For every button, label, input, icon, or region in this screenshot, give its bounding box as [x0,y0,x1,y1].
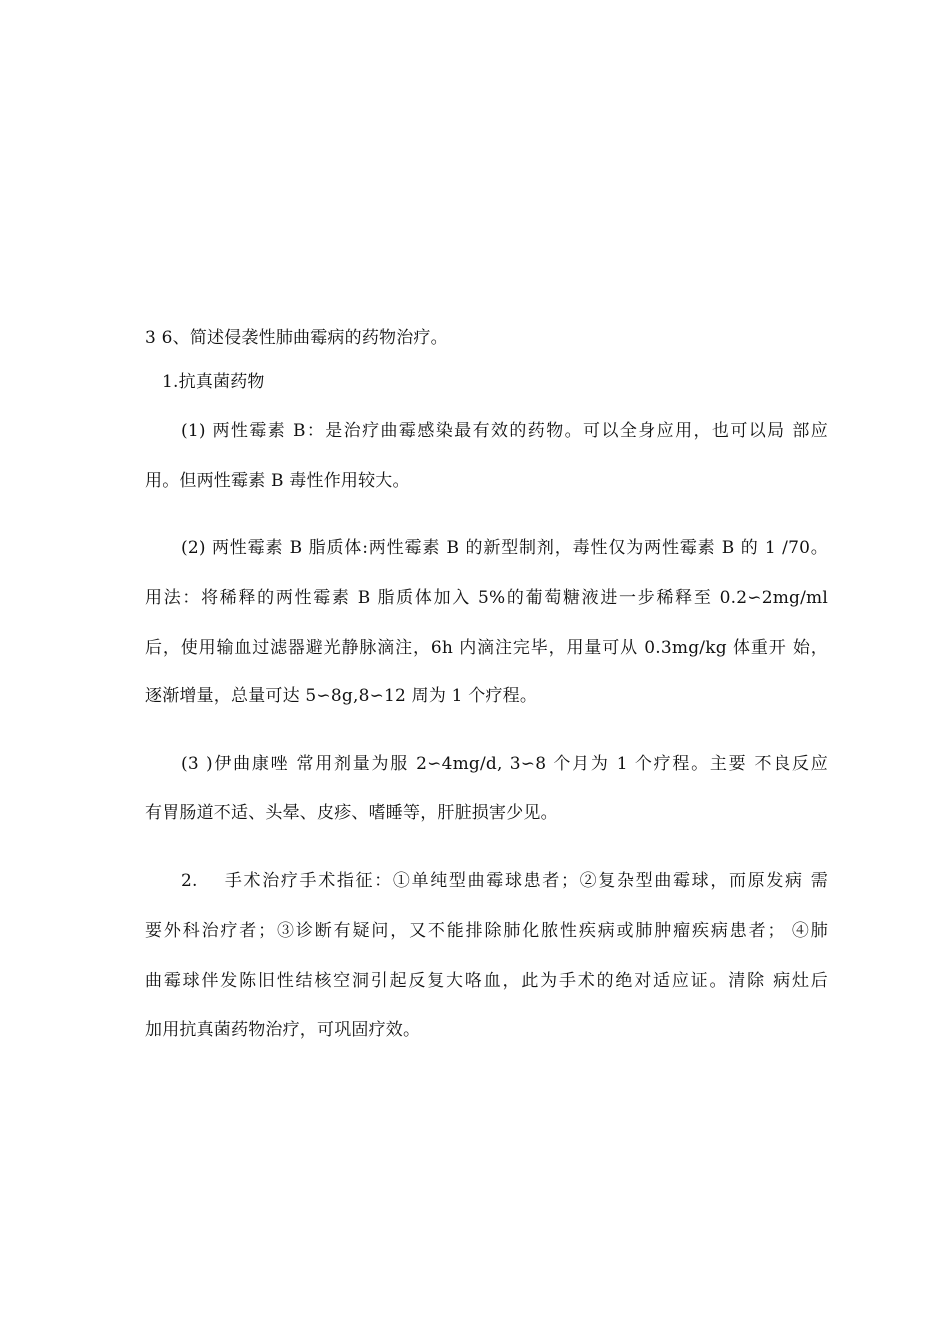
paragraph-amphotericin-b-line-1: (1) 两性霉素 B：是治疗曲霉感染最有效的药物。可以全身应用，也可以局 部应 [181,421,828,441]
paragraph-liposome-line-2: 用法：将稀释的两性霉素 B 脂质体加入 5%的葡萄糖液进一步稀释至 0.2∽2mg/ml [145,588,828,608]
paragraph-itraconazole-line-2: 有胃肠道不适、头晕、皮疹、嗜睡等，肝脏损害少见。 [145,803,558,823]
paragraph-surgery-line-3: 曲霉球伴发陈旧性结核空洞引起反复大咯血，此为手术的绝对适应证。清除 病灶后 [145,971,828,991]
section-heading-antifungal: 1.抗真菌药物 [162,372,265,392]
question-title: 3 6、简述侵袭性肺曲霉病的药物治疗。 [145,328,448,348]
paragraph-surgery-line-4: 加用抗真菌药物治疗，可巩固疗效。 [145,1020,421,1040]
paragraph-liposome-line-3: 后，使用输血过滤器避光静脉滴注，6h 内滴注完毕，用量可从 0.3mg/kg 体重开 始， [145,638,828,658]
paragraph-surgery-line-1: 2. 手术治疗手术指征：①单纯型曲霉球患者；②复杂型曲霉球，而原发病 需 [181,871,828,891]
paragraph-surgery-line-2: 要外科治疗者；③诊断有疑问，又不能排除肺化脓性疾病或肺肿瘤疾病患者； ④肺 [145,921,828,941]
paragraph-liposome-line-4: 逐渐增量，总量可达 5∽8g,8∽12 周为 1 个疗程。 [145,686,538,706]
paragraph-itraconazole-line-1: (3 )伊曲康唑 常用剂量为服 2∽4mg/d, 3∽8 个月为 1 个疗程。主要 不良反应 [181,754,828,774]
paragraph-liposome-line-1: (2) 两性霉素 B 脂质体:两性霉素 B 的新型制剂，毒性仅为两性霉素 B 的 1 /70。 [181,538,828,558]
paragraph-amphotericin-b-line-2: 用。但两性霉素 B 毒性作用较大。 [145,471,410,491]
